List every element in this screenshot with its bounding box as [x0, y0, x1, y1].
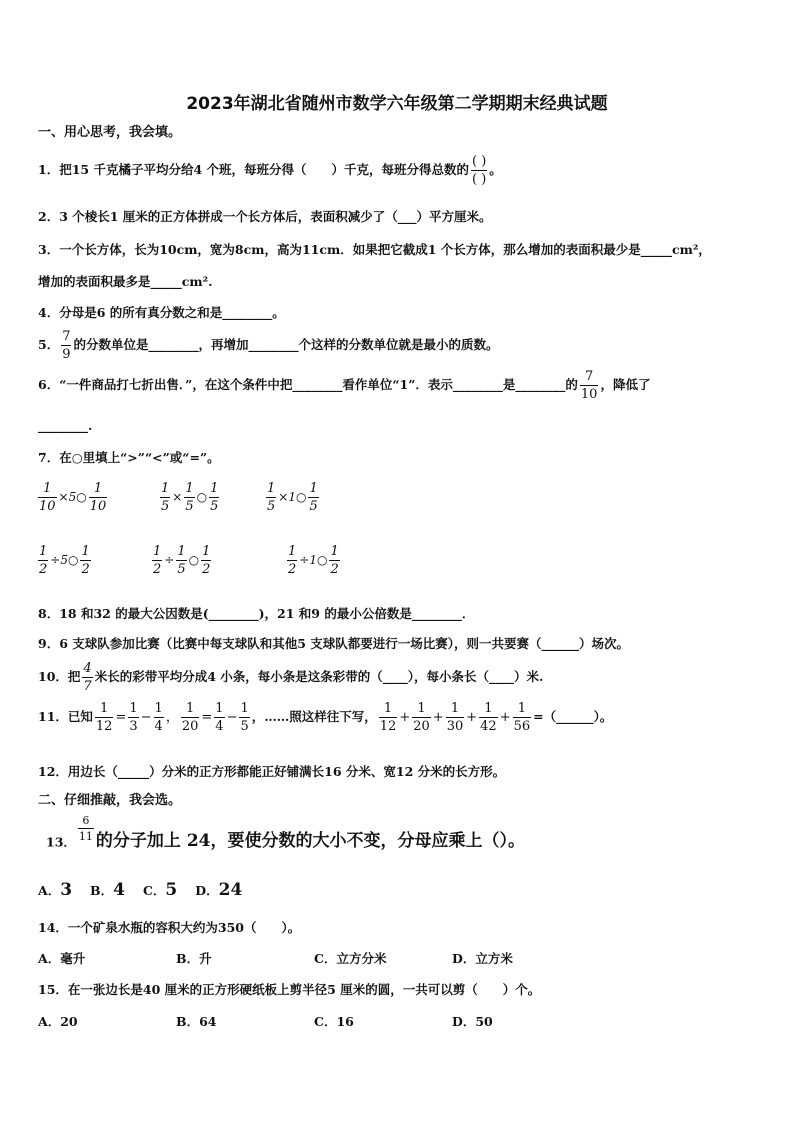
q13-number: 13． — [46, 834, 76, 850]
q7-i2-m-den: 5 — [185, 499, 194, 514]
q7-i5-a-den: 2 — [153, 562, 162, 577]
q7-i5-b-num: 1 — [202, 544, 211, 559]
q14-option-b[interactable]: B．升 — [176, 951, 212, 966]
q13-option-a-label: A． — [38, 883, 61, 898]
q7-i5-op2: ○ — [188, 553, 200, 567]
question-8: 8．18 和32 的最大公因数是(________)，21 和9 的最小公倍数是________． — [38, 606, 475, 621]
question-3-line2: 增加的表面积最多是_____cm². — [38, 274, 213, 289]
q1-fraction — [471, 155, 487, 186]
q13-option-b[interactable]: 4 — [113, 880, 125, 900]
q7-i2-a-den: 5 — [161, 499, 170, 514]
q5-number: 5． — [38, 337, 60, 352]
question-6-tail: ________. — [38, 418, 93, 433]
q13-option-b-label: B． — [90, 883, 114, 898]
q7-item-3 — [264, 482, 321, 513]
q11-s2-den: 20 — [413, 719, 430, 734]
question-13 — [46, 815, 525, 851]
q6-fraction — [580, 370, 599, 401]
q1-fraction-den: ( ) — [472, 172, 487, 187]
q1-text: 1．把15 千克橘子平均分给4 个班，每班分得（ ）千克，每班分得总数的 — [38, 162, 469, 177]
q7-i5-b-den: 2 — [202, 562, 211, 577]
q7-i1-a-den: 10 — [39, 499, 56, 514]
q7-i5-m-num: 1 — [177, 544, 186, 559]
question-4: 4．分母是6 的所有真分数之和是________。 — [38, 305, 285, 320]
q10-text: 10．把 — [38, 669, 81, 684]
q11-s5-den: 56 — [513, 719, 531, 734]
q7-i6-b-num: 1 — [330, 544, 339, 559]
q7-item-4 — [36, 545, 93, 576]
q10-text-end: 米长的彩带平均分成4 小条，每小条是这条彩带的（____），每小条长（____）米. — [94, 669, 544, 684]
question-1 — [38, 155, 502, 186]
q11-text: 11．已知 — [38, 709, 93, 724]
q7-i4-a-den: 2 — [39, 562, 48, 577]
q13-text: 的分子加上 24，要使分数的大小不变，分母应乘上（）。 — [95, 831, 525, 851]
question-11: 11．已知 $\frac{1}{12}$ = $\frac{1}{3}$ − $\frac{1}{4}$ ， $\frac{1}{20}$ = $\frac{1}{4}$ − $\frac{1}{5}$ ，……照这样往下写， $\frac{1}{12}$ + $\frac{1}{20}$ + $\frac{1}{30}$ + $\frac{1}{42}$ + $\frac{1}{56}$ =（______）。 — [38, 701, 613, 734]
q13-option-c-label: C． — [142, 883, 166, 898]
q7-i2-a-num: 1 — [161, 481, 170, 496]
q11-f2-den: 3 — [129, 719, 138, 734]
q7-i6-b-den: 2 — [330, 562, 339, 577]
q7-item-5 — [150, 545, 213, 576]
q7-i4-op: ÷5○ — [50, 553, 79, 567]
q15-option-d[interactable]: D．50 — [452, 1014, 493, 1029]
question-3-line1: 3．一个长方体，长为10cm，宽为8cm，高为11cm．如果把它截成1 个长方体，那么增加的表面积最少是_____cm²， — [38, 242, 711, 257]
q13-fraction-num: 6 — [78, 815, 94, 829]
q13-option-a[interactable]: 3 — [60, 880, 73, 900]
q13-fraction — [78, 815, 94, 842]
question-14: 14．一个矿泉水瓶的容积大约为350（ ）。 — [38, 920, 301, 935]
q7-i5-op: ÷ — [164, 553, 175, 567]
q7-i3-op: ×1○ — [278, 490, 307, 504]
q7-i2-op2: ○ — [196, 490, 208, 504]
q11-f2-num: 1 — [129, 701, 138, 716]
question-5 — [38, 330, 499, 361]
q7-i3-a-den: 5 — [267, 499, 276, 514]
q11-f3-num: 1 — [154, 701, 163, 716]
section-2-heading: 二、仔细推敲，我会选。 — [38, 793, 182, 808]
q11-g2-num: 1 — [215, 701, 224, 716]
q11-g1-num: 1 — [181, 702, 200, 718]
q14-option-c[interactable]: C．立方分米 — [314, 951, 387, 966]
q11-g1-den: 20 — [181, 719, 199, 734]
page-title: 2023年湖北省随州市数学六年级第二学期期末经典试题 — [186, 94, 608, 114]
q10-fraction — [82, 662, 92, 693]
q11-s2-num: 1 — [412, 702, 431, 718]
q7-i4-a-num: 1 — [39, 544, 48, 559]
q11-g2-den: 4 — [215, 719, 224, 734]
question-15: 15．在一张边长是40 厘米的正方形硬纸板上剪半径5 厘米的圆，一共可以剪（ ）个。 — [38, 982, 541, 997]
q6-fraction-num: 7 — [580, 370, 599, 386]
question-6 — [38, 370, 650, 401]
q11-s4-den: 42 — [480, 719, 497, 734]
q5-fraction — [61, 330, 71, 361]
q11-f1-num: 1 — [95, 702, 114, 718]
q7-i2-op: × — [172, 490, 183, 504]
q7-i1-a-num: 1 — [38, 482, 57, 498]
q13-option-d[interactable]: 24 — [218, 880, 243, 900]
q13-option-d-label: D． — [195, 883, 219, 898]
q11-s5-num: 1 — [513, 702, 532, 718]
q7-i1-b-num: 1 — [89, 482, 108, 498]
q7-i4-b-den: 2 — [81, 562, 90, 577]
q7-i2-b-den: 5 — [210, 499, 219, 514]
q11-s1-den: 12 — [379, 719, 397, 734]
q7-i5-m-den: 5 — [177, 562, 186, 577]
q7-i2-b-num: 1 — [210, 481, 219, 496]
q15-option-b[interactable]: B．64 — [176, 1014, 217, 1029]
section-1-heading: 一、用心思考，我会填。 — [38, 125, 182, 140]
q11-s3-den: 30 — [446, 719, 464, 734]
q7-i1-op: ×5○ — [58, 490, 87, 504]
q14-option-a[interactable]: A．毫升 — [38, 951, 86, 966]
q6-fraction-den: 10 — [580, 387, 598, 402]
question-7-stem: 7．在○里填上“>”“<”或“=”。 — [38, 450, 220, 465]
q5-fraction-num: 7 — [62, 329, 71, 344]
q7-i6-op: ÷1○ — [299, 553, 328, 567]
q13-option-c[interactable]: 5 — [165, 880, 178, 900]
q14-option-d[interactable]: D．立方米 — [452, 951, 513, 966]
q11-g3-num: 1 — [240, 701, 249, 716]
q10-fraction-num: 4 — [83, 661, 92, 676]
q1-fraction-num: ( ) — [472, 154, 487, 169]
q7-i5-a-num: 1 — [153, 544, 162, 559]
q7-i4-b-num: 1 — [81, 544, 90, 559]
q7-i1-b-den: 10 — [89, 499, 107, 514]
q5-fraction-den: 9 — [62, 347, 71, 362]
q7-i6-a-num: 1 — [288, 544, 297, 559]
q7-i6-a-den: 2 — [288, 562, 297, 577]
q7-item-1 — [36, 482, 109, 513]
q11-s1-num: 1 — [379, 702, 398, 718]
q11-s4-num: 1 — [479, 702, 498, 718]
q7-item-2 — [158, 482, 221, 513]
q1-end: 。 — [489, 162, 502, 177]
question-10 — [38, 662, 543, 693]
q6-text: 6．“一件商品打七折出售．”，在这个条件中把________看作单位“1”．表示________是________的 — [38, 377, 578, 392]
q15-option-c[interactable]: C．16 — [314, 1014, 354, 1029]
q13-fraction-den: 11 — [78, 830, 93, 843]
q13-options — [38, 880, 242, 900]
q7-i3-a-num: 1 — [267, 481, 276, 496]
q15-option-a[interactable]: A．20 — [38, 1014, 78, 1029]
q11-g3-den: 5 — [240, 719, 249, 734]
q11-mid: ，……照这样往下写， — [251, 709, 377, 724]
q6-text-end: ，降低了 — [600, 377, 651, 392]
question-2: 2．3 个棱长1 厘米的正方体拼成一个长方体后，表面积减少了（___）平方厘米。 — [38, 209, 492, 224]
q7-item-6 — [285, 545, 342, 576]
q7-i3-b-num: 1 — [309, 481, 318, 496]
q5-text: 的分数单位是________，再增加________个这样的分数单位就是最小的质数。 — [73, 337, 499, 352]
q11-f3-den: 4 — [154, 719, 163, 734]
q10-fraction-den: 7 — [83, 679, 92, 694]
q11-end: =（______）。 — [533, 709, 613, 724]
question-9: 9．6 支球队参加比赛（比赛中每支球队和其他5 支球队都要进行一场比赛），则一共要赛（______）场次。 — [38, 636, 630, 651]
question-12: 12．用边长（_____）分米的正方形都能正好铺满长16 分米、宽12 分米的长方形。 — [38, 764, 506, 779]
q7-i2-m-num: 1 — [185, 481, 194, 496]
q11-s3-num: 1 — [446, 702, 465, 718]
q7-i3-b-den: 5 — [309, 499, 318, 514]
q11-f1-den: 12 — [95, 719, 113, 734]
